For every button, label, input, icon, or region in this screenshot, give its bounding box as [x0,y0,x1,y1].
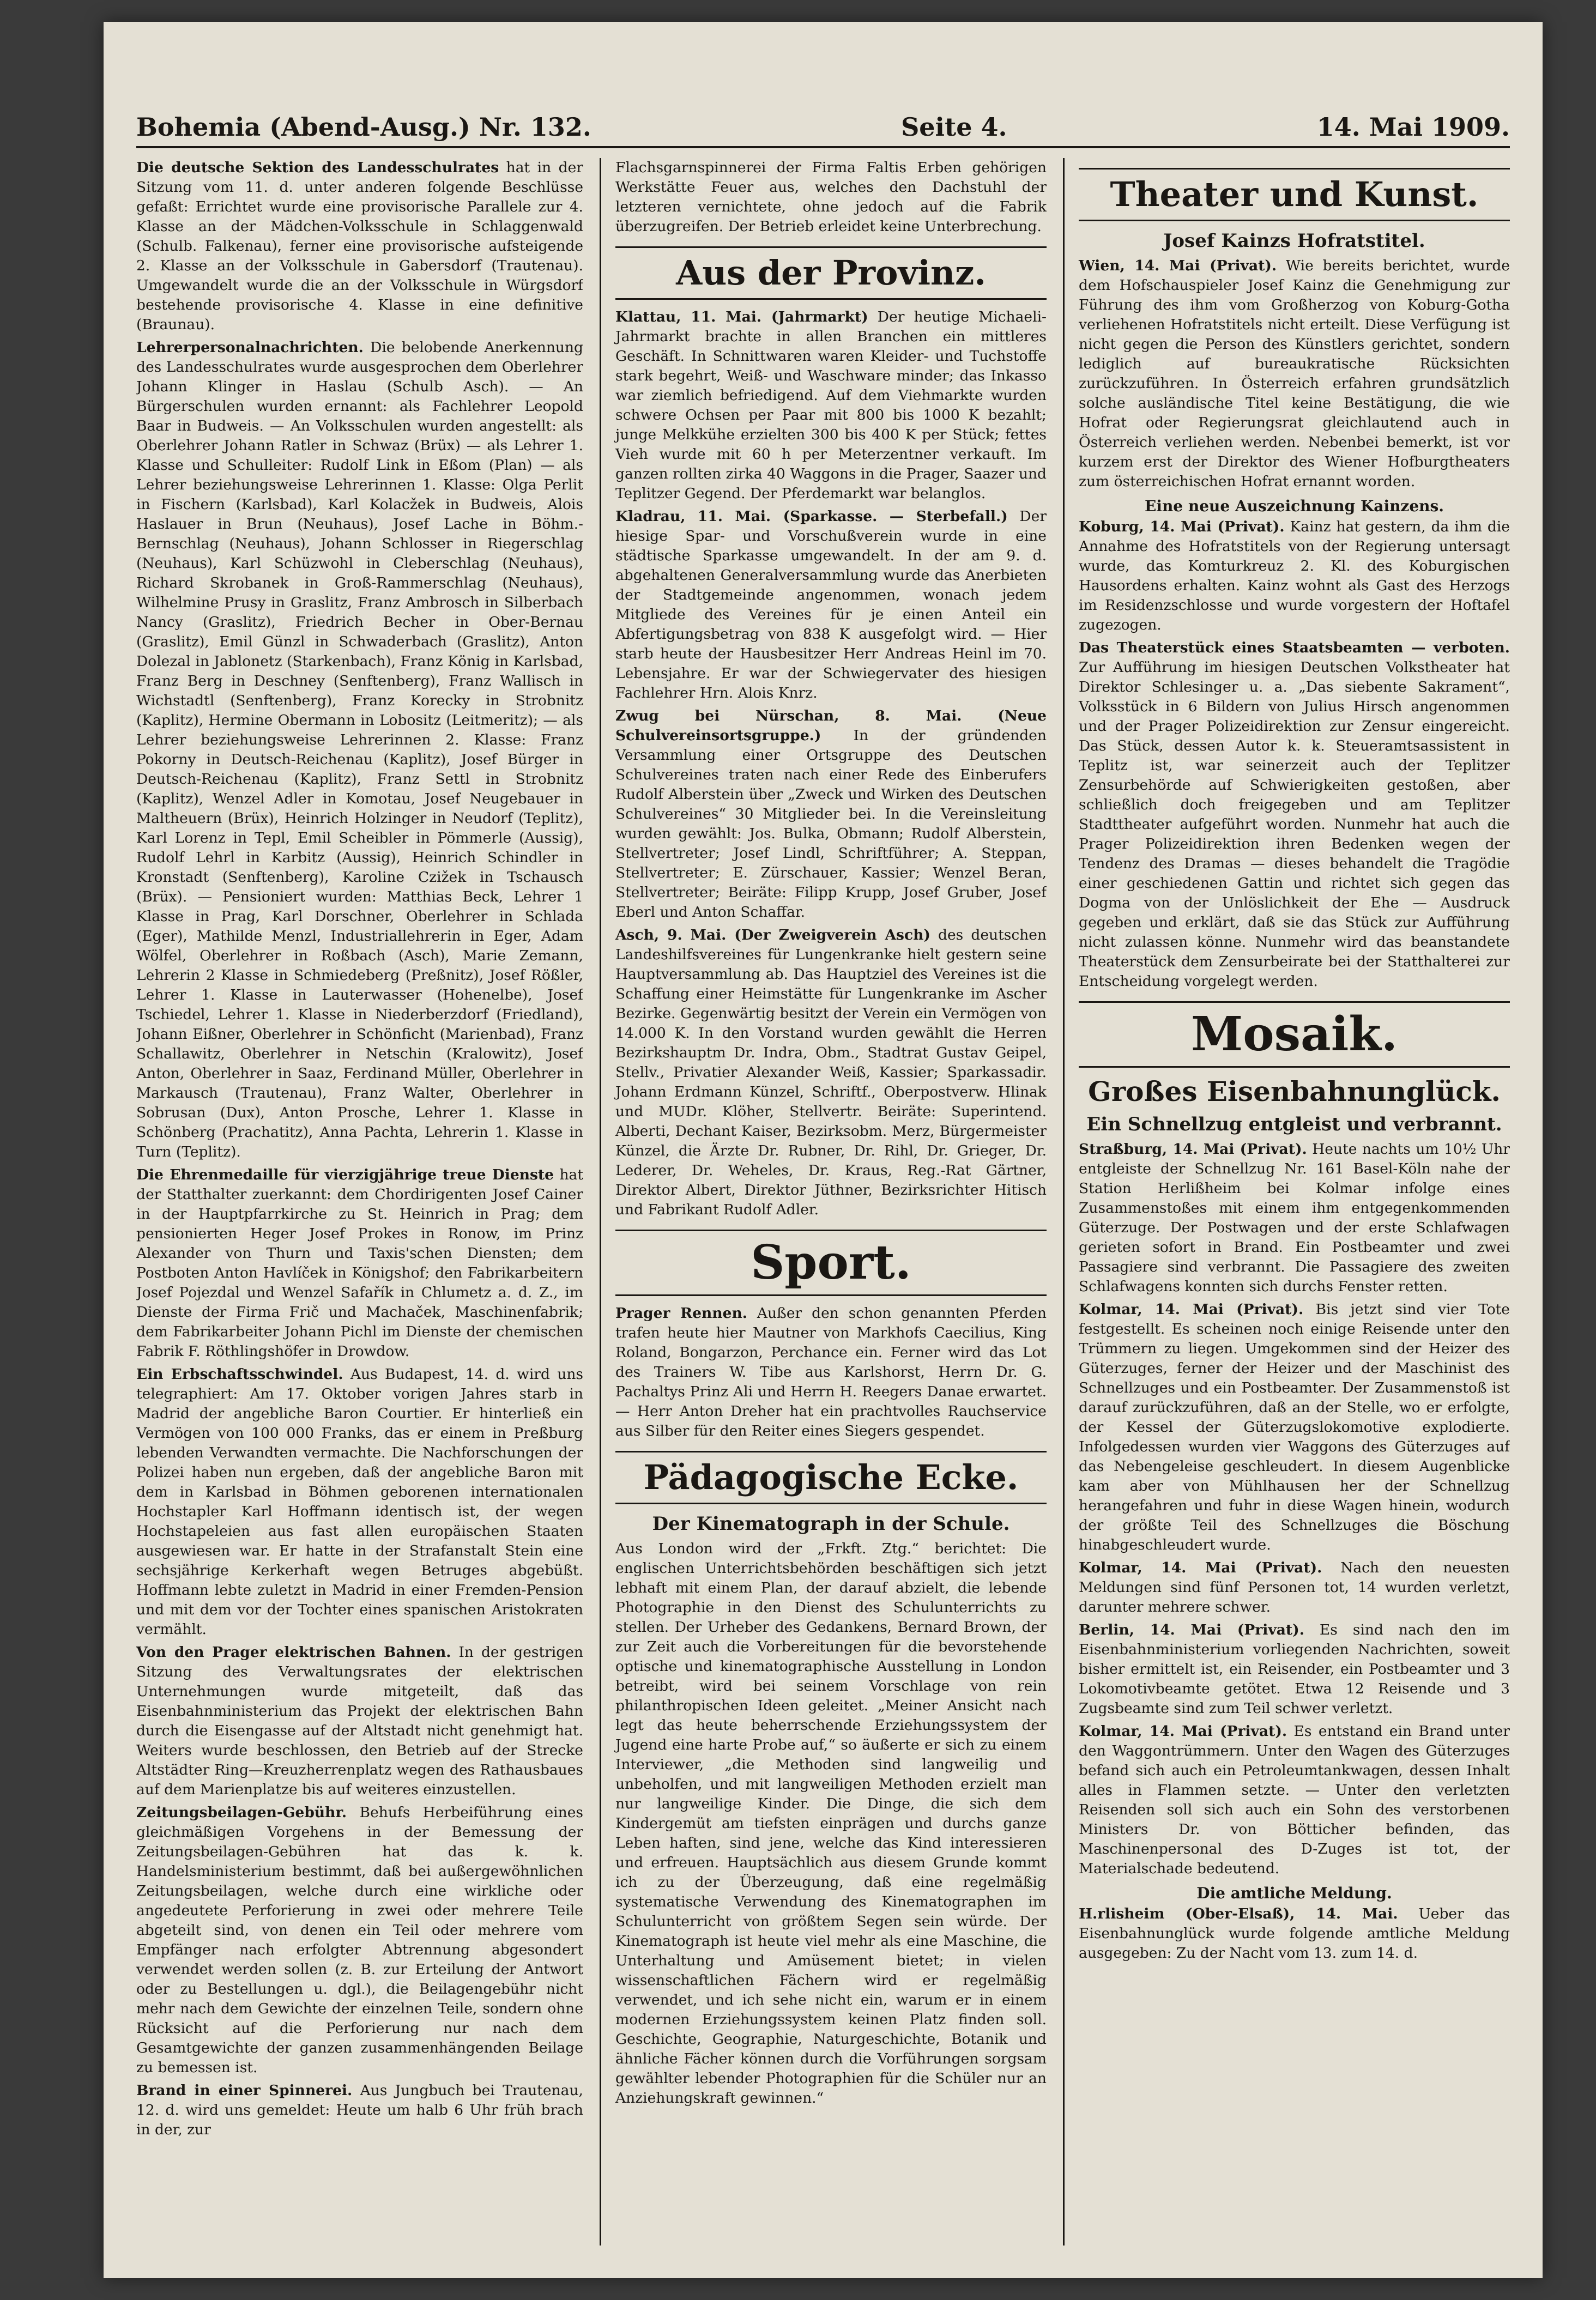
article-headline: Zeitungsbeilagen-Gebühr. [136,1804,347,1821]
article-body: Außer den schon genannten Pferden trafen heute hier Mautner von Markhofs Caecilius, King Roland, Bongarzon, Perchance ein. Ferner wird das Lot des Trainers W. Tibe aus Karlshorst, Herrn Dr. G. Pachaltys Prinz Ali und Herrn H. Reegers Danae erwartet. — Herr Anton Dreher hat ein prachtvolles Rauchservice aus Silber für den Reiter eines Siegers gespendet. [615,1305,1047,1439]
article-headline: Berlin, 14. Mai (Privat). [1079,1621,1304,1638]
article-body: Es entstand ein Brand unter den Waggontrümmern. Unter den Wagen des Güterzuges befand sich auch ein Petroleumtankwagen, dessen Inhalt alles in Flammen setzte. — Unter den verletzten Reisenden soll sich auch ein Sohn des verstorbenen Ministers Dr. von Bötticher befinden, das Maschinenpersonal des D-Zuges ist tot, der Materialschade bedeutend. [1079,1723,1510,1877]
article-lehrerpersonal [136,338,583,1162]
article-body: In der gestrigen Sitzung des Verwaltungsrates der elektrischen Unternehmungen wurde mitgeteilt, daß das Eisenbahnministerium das Projekt der elektrischen Bahn durch die Eisengasse auf der Altstadt nicht genehmigt hat. Weiters wurde beschlossen, den Betrieb auf der Strecke Altstädter Ring—Kreuzherrenplatz wegen des Rathausbaues auf dem Marienplatze bis auf weiteres einzustellen. [136,1644,583,1798]
section-heading-mosaik: Mosaik. [1079,1001,1510,1068]
article-body: Es sind nach den im Eisenbahnministerium vorliegenden Nachrichten, soweit bisher ermittelt ist, ein Reisender, ein Postbeamter und 3 Lokomotivbeamte getötet. Etwa 12 Reisende und 3 Zugsbeamte sind zum Teil schwer verletzt. [1079,1621,1510,1717]
article-headline: Von den Prager elektrischen Bahnen. [136,1644,451,1661]
column-3 [1063,158,1510,2245]
article-strassburg [1079,1140,1510,1297]
column-1 [136,158,583,2245]
article-subheading-kinematograph: Der Kinematograph in der Schule. [652,1513,1010,1535]
article-kinematograph: Aus London wird der „Frkft. Ztg.“ berichtet: Die englischen Unterrichtsbehörden beschäftigen sich jetzt lebhaft mit einem Plan, der darauf abzielt, die lebende Photographie in den Dienst des Schulunterrichts zu stellen. Der Urheber des Gedankens, Bernard Brown, der zur Zeit auch die Vorbereitungen für die bevorstehende optische und kinematographische Ausstellung in London betreibt, wird bei seinem Vorschlage von rein philanthropischen Ideen geleitet. „Meiner Ansicht nach legt das heute beherrschende Erziehungssystem der Jugend eine harte Probe auf,“ so äußerte er sich zu einem Interviewer, „die Methoden sind langweilig und unbeholfen, und mit langweiligen Methoden erzielt man nur langweilige Kinder. Die Dinge, die sich dem Kindergemüt am tiefsten einprägen und durchs ganze Leben haften, sind jene, welche das Kind interessieren und erfreuen. Hauptsächlich aus diesem Grunde kommt ich zu der Überzeugung, daß eine regelmäßig systematische Verwendung des Kinematographen im Schulunterricht von größtem Segen sein würde. Der Kinematograph ist heute viel mehr als eine Maschine, die Unterhaltung und Amüsement bietet; in vielen wissenschaftlichen Fächern wird er regelmäßig verwendet, und ich sehe nicht ein, warum er in einem modernen Erziehungssystem keinen Platz finden soll. Geschichte, Geographie, Naturgeschichte, Botanik und ähnliche Fächer können durch die Vorführungen sorgsam gewählter lebender Photographien für die Schüler nur an Anziehungskraft gewinnen.“ [615,1540,1047,2107]
article-theaterstueck [1079,638,1510,991]
article-subheading-schnellzug: Ein Schnellzug entgleist und verbrannt. [1086,1113,1502,1135]
header-page-number: Seite 4. [901,112,1007,142]
article-zeitungsbeilagen [136,1803,583,2078]
article-body: hat der Statthalter zuerkannt: dem Chordirigenten Josef Cainer in der Hauptpfarrkirche zu St. Heinrich in Prag; dem pensionierten Heger Josef Prokes in Ronow, im Prinz Alexander von Thurn und Taxis'schen Diensten; dem Postboten Anton Havlíček in Königshof; den Fabrikarbeitern Josef Pojezdal und Wenzel Safařík in Chlumetz a. d. Z., im Dienste der Firma Frič und Machaček, Maschinenfabrik; dem Fabrikarbeiter Johann Pichl im Dienste der chemischen Fabrik F. Röthlingshöfer in Drowdow. [136,1166,583,1360]
article-headline: Kolmar, 14. Mai (Privat). [1079,1301,1304,1318]
article-body: In der gründenden Versammlung einer Ortsgruppe des Deutschen Schulvereines traten nach einer Rede des Einberufers Rudolf Alberstein über „Zweck und Wirken des Deutschen Schulvereines“ 30 Mitglieder bei. In die Vereinsleitung wurden gewählt: Jos. Bulka, Obmann; Rudolf Alberstein, Stellvertreter; Josef Lindl, Schriftführer; A. Steppan, Stellvertreter; E. Zürschauer, Kassier; Wenzel Beran, Stellvertreter; Beiräte: Filipp Krupp, Josef Gruber, Josef Eberl und Anton Schaffar. [615,727,1047,921]
article-body: Der hiesige Spar- und Vorschußverein wurde in eine städtische Sparkasse umgewandelt. In der am 9. d. abgehaltenen Generalversammlung wurde das Anerbieten der Stadtgemeinde angenommen, wonach jedem Mitgliede des Vereines für je einen Anteil ein Abfertigungsbetrag von 838 K ausgefolgt wird. — Hier starb heute der Hausbesitzer Herr Andreas Heinl im 70. Lebensjahre. Er war der Schwiegervater des hiesigen Fachlehrer Hrn. Alois Knrz. [615,508,1047,701]
article-body: Bis jetzt sind vier Tote festgestellt. Es scheinen noch einige Reisende unter den Trümmern zu liegen. Umgekommen sind der Heizer des Güterzuges, ferner der Heizer und der Maschinist des Schnellzuges und ein Postbeamter. Der Zusammenstoß ist darauf zurückzuführen, daß an der Stelle, wo er erfolgte, der Kessel der Güterzugslokomotive explodierte. Infolgedessen wurden vier Waggons des Güterzuges auf das Nebengeleise geschleudert. In diesem Augenblicke kam aber von Mühlhausen her der Schnellzug herangefahren und fuhr in diese Wagen hinein, wodurch der größte Teil des Schnellzuges die Böschung hinabgeschleudert wurde. [1079,1301,1510,1553]
article-zwug [615,706,1047,922]
article-erbschaft [136,1365,583,1639]
article-brand-continued: Flachsgarnspinnerei der Firma Faltis Erben gehörigen Werkstätte Feuer aus, welches den Dachstuhl der letzteren vernichtete, ohne jedoch auf die Fabrik überzugreifen. Der Betrieb erleidet keine Unterbrechung. [615,159,1047,235]
article-koburg [1079,517,1510,635]
article-subheading-auszeichnung: Eine neue Auszeichnung Kainzens. [1144,497,1444,515]
article-body: hat in der Sitzung vom 11. d. unter anderen folgende Beschlüsse gefaßt: Errichtet wurde eine provisorische Parallele zur 4. Klasse an der Mädchen-Volksschule in Schlaggenwald (Schulb. Falkenau), ferner eine provisorische aufsteigende 2. Klasse an der Volksschule in Gabersdorf (Trautenau). Umgewandelt wurde die an der Volksschule in Würgsdorf bestehende provisorische 4. Klasse in eine definitive (Braunau). [136,159,583,333]
article-body: Zur Aufführung im hiesigen Deutschen Volkstheater hat Direktor Schlesinger u. a. „Das siebente Sakrament“, Volksstück in 6 Bildern von Julius Hirsch angenommen und der Prager Polizeidirektion zur Zensur eingereicht. Das Stück, dessen Autor k. k. Steueramtsassistent in Teplitz ist, war seinerzeit auch der Teplitzer Zensurbehörde auf Schwierigkeiten gestoßen, aber schließlich doch freigegeben und am Teplitzer Stadttheater aufgeführt worden. Nunmehr hat auch die Prager Polizeidirektion ihren Bedenken wegen der Tendenz des Dramas — dieses behandelt die Tragödie einer geschiedenen Gattin und richtet sich gegen das Dogma von der Unlöslichkeit der Ehe — Ausdruck gegeben und erklärt, daß sie das Stück zur Aufführung nicht zulassen könne. Nunmehr wird das beanstandete Theaterstück dem Zensurbeirate bei der Statthalterei zur Entscheidung vorgelegt werden. [1079,659,1510,990]
article-body: Die belobende Anerkennung des Landesschulrates wurde ausgesprochen dem Oberlehrer Johann Klinger in Haslau (Schulb Asch). — An Bürgerschulen wurden ernannt: als Fachlehrer Leopold Baar in Budweis. — An Volksschulen wurden angestellt: als Oberlehrer Johann Ratler in Schwaz (Brüx) — als Lehrer 1. Klasse und Schulleiter: Rudolf Link in Eßom (Plan) — als Lehrer beziehungsweise Lehrerinnen 1. Klasse: Olga Perlit in Fischern (Karlsbad), Karl Kolacžek in Budweis, Alois Haslauer in Brun (Neuhaus), Josef Lache in Böhm.-Bernschlag (Neuhaus), Johann Schlosser in Riegerschlag (Neuhaus), Karl Schüzwohl in Cleberschlag (Neuhaus), Richard Skrobanek in Groß-Rammerschlag (Neuhaus), Wilhelmine Prusy in Graslitz, Franz Ambrosch in Silberbach Nancy (Graslitz), Friedrich Becher in Ober-Bernau (Graslitz), Emil Günzl in Schwaderbach (Graslitz), Anton Dolezal in Jablonetz (Starkenbach), Franz König in Karlsbad, Franz Berg in Deschney (Senftenberg), Franz Wallisch in Wichstadtl (Senftenberg), Franz Korecky in Strobnitz (Kaplitz), Hermine Obermann in Lobositz (Leitmeritz); — als Lehrer beziehungsweise Lehrerinnen 2. Klasse: Franz Pokorny in Deutsch-Reichenau (Kaplitz), Josef Bürger in Deutsch-Reichenau (Kaplitz), Franz Settl in Strobnitz (Kaplitz), Wenzel Adler in Komotau, Josef Neugebauer in Maltheuern (Brüx), Heinrich Holzinger in Neudorf (Teplitz), Karl Lorenz in Tepl, Emil Scheibler in Pömmerle (Aussig), Rudolf Lehrl in Karbitz (Aussig), Heinrich Schindler in Kronstadt (Senftenberg), Karoline Czižek in Tschausch (Brüx). — Pensioniert wurden: Matthias Beck, Lehrer 1 Klasse in Prag, Karl Dorschner, Oberlehrer in Schlada (Eger), Mathilde Menzl, Industriallehrerin in Eger, Adam Wölfel, Oberlehrer in Roßbach (Asch), Marie Zemann, Lehrerin 2 Klasse in Schmiedeberg (Preßnitz), Josef Rößler, Lehrer 1. Klasse in Lauterwasser (Hohenelbe), Josef Tschiedel, Lehrer 1. Klasse in Niederberzdorf (Friedland), Johann Eißner, Oberlehrer in Schönficht (Marienbad), Franz Schallawitz, Oberlehrer in Netschin (Kralowitz), Josef Anton, Oberlehrer in Saaz, Ferdinand Müller, Oberlehrer in Markausch (Trautenau), Franz Walter, Oberlehrer in Sobrusan (Dux), Anton Prosche, Lehrer 1. Klasse in Schönberg (Prachatitz), Anna Pachta, Lehrerin 1. Klasse in Turn (Teplitz). [136,339,583,1160]
article-kolmar-2 [1079,1558,1510,1617]
article-kolmar-1 [1079,1300,1510,1555]
article-subheading-kainz: Josef Kainzs Hofratstitel. [1163,230,1425,252]
article-body: Nach den neuesten Meldungen sind fünf Personen tot, 14 wurden verletzt, darunter mehrere schwer. [1079,1559,1510,1615]
article-headline: Asch, 9. Mai. (Der Zweigverein Asch) [615,927,930,943]
article-wien-kainz [1079,256,1510,492]
section-heading-provinz: Aus der Provinz. [615,246,1047,300]
article-headline: Wien, 14. Mai (Privat). [1079,257,1277,274]
article-asch [615,925,1047,1220]
newspaper-page [104,22,1543,2278]
article-prager-rennen [615,1304,1047,1441]
article-body: Heute nachts um 10½ Uhr entgleiste der Schnellzug Nr. 161 Basel-Köln nahe der Station Herlißheim bei Kolmar infolge eines Zusammenstoßes mit einem ihm entgegenkommenden Güterzuge. Der Postwagen und der erste Schlafwagen gerieten sofort in Brand. Ein Postbeamter und zwei Passagiere sind verbrannt. Die Passagiere des zweiten Schlafwagens konnten sich durchs Fenster retten. [1079,1141,1510,1295]
article-klattau [615,307,1047,504]
page-header [136,104,1510,148]
article-subheading-eisenbahnunglueck: Großes Eisenbahnunglück. [1088,1075,1501,1107]
article-headline: Ein Erbschaftsschwindel. [136,1366,343,1383]
article-body: Ueber das Eisenbahnunglück wurde folgende amtliche Meldung ausgegeben: Zu der Nacht vom 13. zum 14. d. [1079,1905,1510,1962]
article-headline: Kolmar, 14. Mai (Privat). [1079,1559,1322,1576]
article-body: Wie bereits berichtet, wurde dem Hofschauspieler Josef Kainz die Genehmigung zur Führung des ihm vom Großherzog von Koburg-Gotha verliehenen Hofratstitels nicht erteilt. Diese Verfügung ist nicht gegen die Person des Künstlers gerichtet, sondern lediglich auf bureaukratische Rücksichten zurückzuführen. In Österreich erfahren grundsätzlich solche ausländische Titel keine Bestätigung, die wie Hofrat oder Regierungsrat gleichlautend auch in Österreich verliehen werden. Nebenbei bemerkt, ist vor kurzem erst der Direktor des Wiener Hofburgtheaters zum österreichischen Hofrat ernannt worden. [1079,257,1510,490]
article-headline: Kolmar, 14. Mai (Privat). [1079,1723,1287,1740]
article-headline: Klattau, 11. Mai. (Jahrmarkt) [615,308,868,325]
article-kladrau [615,507,1047,703]
article-subheading-amtliche-meldung: Die amtliche Meldung. [1196,1884,1392,1902]
article-headline: Die Ehrenmedaille für vierzigjährige treue Dienste [136,1166,554,1183]
article-body: des deutschen Landeshilfsvereines für Lungenkranke hielt gestern seine Hauptversammlung ab. Das Hauptziel des Vereines ist die Schaffung einer Heimstätte für Lungenkranke im Ascher Bezirke. Gegenwärtig besitzt der Verein ein Vermögen von 14.000 K. In den Vorstand wurden gewählt die Herren Bezirkshauptm Dr. Indra, Obm., Stadtrat Gustav Geipel, Stellv., Privatier Alexander Weiß, Kassier; Sparkassadir. Johann Erdmann Künzel, Schriftf., Oberpostverw. Hlinak und MUDr. Klöher, Stellvertr. Beiräte: Superintend. Alberti, Dechant Kaiser, Bezirksobm. Merz, Bürgermeister Künzel, die Ärzte Dr. Rubner, Dr. Rihl, Dr. Grieger, Dr. Lederer, Dr. Weheles, Dr. Kraus, Reg.-Rat Gärtner, Direktor Albert, Direktor Jüthner, Bezirksrichter Hitisch und Fabrikant Rudolf Adler. [615,927,1047,1218]
article-headline: Die deutsche Sektion des Landesschulrates [136,159,499,176]
article-headline: Koburg, 14. Mai (Privat). [1079,518,1285,535]
column-2 [600,158,1047,2245]
article-headline: H.rlisheim (Ober-Elsaß), 14. Mai. [1079,1905,1398,1922]
article-herlisheim [1079,1904,1510,1963]
article-headline: Kladrau, 11. Mai. (Sparkasse. — Sterbefall.) [615,508,1008,525]
section-heading-paedagogik: Pädagogische Ecke. [615,1451,1047,1504]
article-body: Behufs Herbeiführung eines gleichmäßigen Vorgehens in der Bemessung der Zeitungsbeilagen-Gebühren hat das k. k. Handelsministerium bestimmt, daß bei außergewöhnlichen Zeitungsbeilagen, welche durch eine wirkliche oder angedeutete Perforierung in zwei oder mehrere Teile abgeteilt sind, von denen ein Teil oder mehrere vom Empfänger nach erfolgter Abtrennung abgesondert verwendet werden sollen (z. B. zur Erteilung der Antwort oder zu Bestellungen u. dgl.), die Beilagengebühr nicht mehr nach dem Gewichte der einzelnen Teile, sondern ohne Rücksicht auf die Perforierung nur nach dem Gesamtgewichte der ganzen zusammenhängenden Beilage zu bemessen ist. [136,1804,583,2076]
article-body: Aus Budapest, 14. d. wird uns telegraphiert: Am 17. Oktober vorigen Jahres starb in Madrid der angebliche Baron Courtier. Er hinterließ ein Vermögen von 100 000 Franks, das er einem in Preßburg lebenden Verwandten vermachte. Die Nachforschungen der Polizei haben nun ergeben, daß der angebliche Baron mit dem in Karlsbad in Böhmen geborenen internationalen Hochstapler Karl Hoffmann identisch ist, der wegen Hochstapeleien aus fast allen europäischen Staaten ausgewiesen war. Er hatte in der Strafanstalt Stein eine sechsjährige Kerkerhaft wegen Betruges abgebüßt. Hoffmann lebte zuletzt in Madrid in einer Fremden-Pension und mit dem vor der Tochter eines spanischen Aristokraten vermählt. [136,1366,583,1638]
article-headline: Lehrerpersonalnachrichten. [136,339,364,356]
section-heading-theater: Theater und Kunst. [1079,168,1510,221]
article-headline: Brand in einer Spinnerei. [136,2082,353,2099]
header-date: 14. Mai 1909. [1316,112,1510,142]
article-elektrische-bahnen [136,1643,583,1800]
header-masthead: Bohemia (Abend-Ausg.) Nr. 132. [136,112,591,142]
article-kolmar-3 [1079,1722,1510,1879]
article-body: Der heutige Michaeli-Jahrmarkt brachte in allen Branchen ein mittleres Geschäft. In Schnittwaren waren Kleider- und Tuchstoffe stark begehrt, Weiß- und Waschware minder; das Inkasso war ziemlich befriedigend. Auf dem Viehmarkte wurden schwere Ochsen per Paar mit 800 bis 1000 K bezahlt; junge Melkkühe erzielten 300 bis 400 K per Stück; fettes Vieh wurde mit 60 h per Meterzentner verkauft. Im ganzen rollten zirka 40 Waggons in die Prager, Saazer und Teplitzer Gegend. Der Pferdemarkt war belanglos. [615,308,1047,502]
article-berlin [1079,1620,1510,1718]
article-headline: Straßburg, 14. Mai (Privat). [1079,1141,1307,1158]
article-landesschulrat [136,158,583,335]
article-headline: Das Theaterstück eines Staatsbeamten — verboten. [1079,639,1510,656]
article-ehrenmedaille [136,1165,583,1361]
article-brand-spinnerei [136,2081,583,2140]
article-columns [136,158,1510,2245]
article-body: Kainz hat gestern, da ihm die Annahme des Hofratstitels von der Regierung untersagt wurde, das Komturkreuz 2. Kl. des Koburgischen Hausordens erhalten. Kainz wohnt als Gast des Herzogs im Residenzschlosse und wurde vorgestern der Hoftafel zugezogen. [1079,518,1510,633]
section-heading-sport: Sport. [615,1230,1047,1296]
article-headline: Prager Rennen. [615,1305,747,1322]
article-headline: Zwug bei Nürschan, 8. Mai. (Neue Schulvereinsortsgruppe.) [615,707,1047,744]
article-body: Aus Jungbuch bei Trautenau, 12. d. wird uns gemeldet: Heute um halb 6 Uhr früh brach in der, zur [136,2082,583,2138]
